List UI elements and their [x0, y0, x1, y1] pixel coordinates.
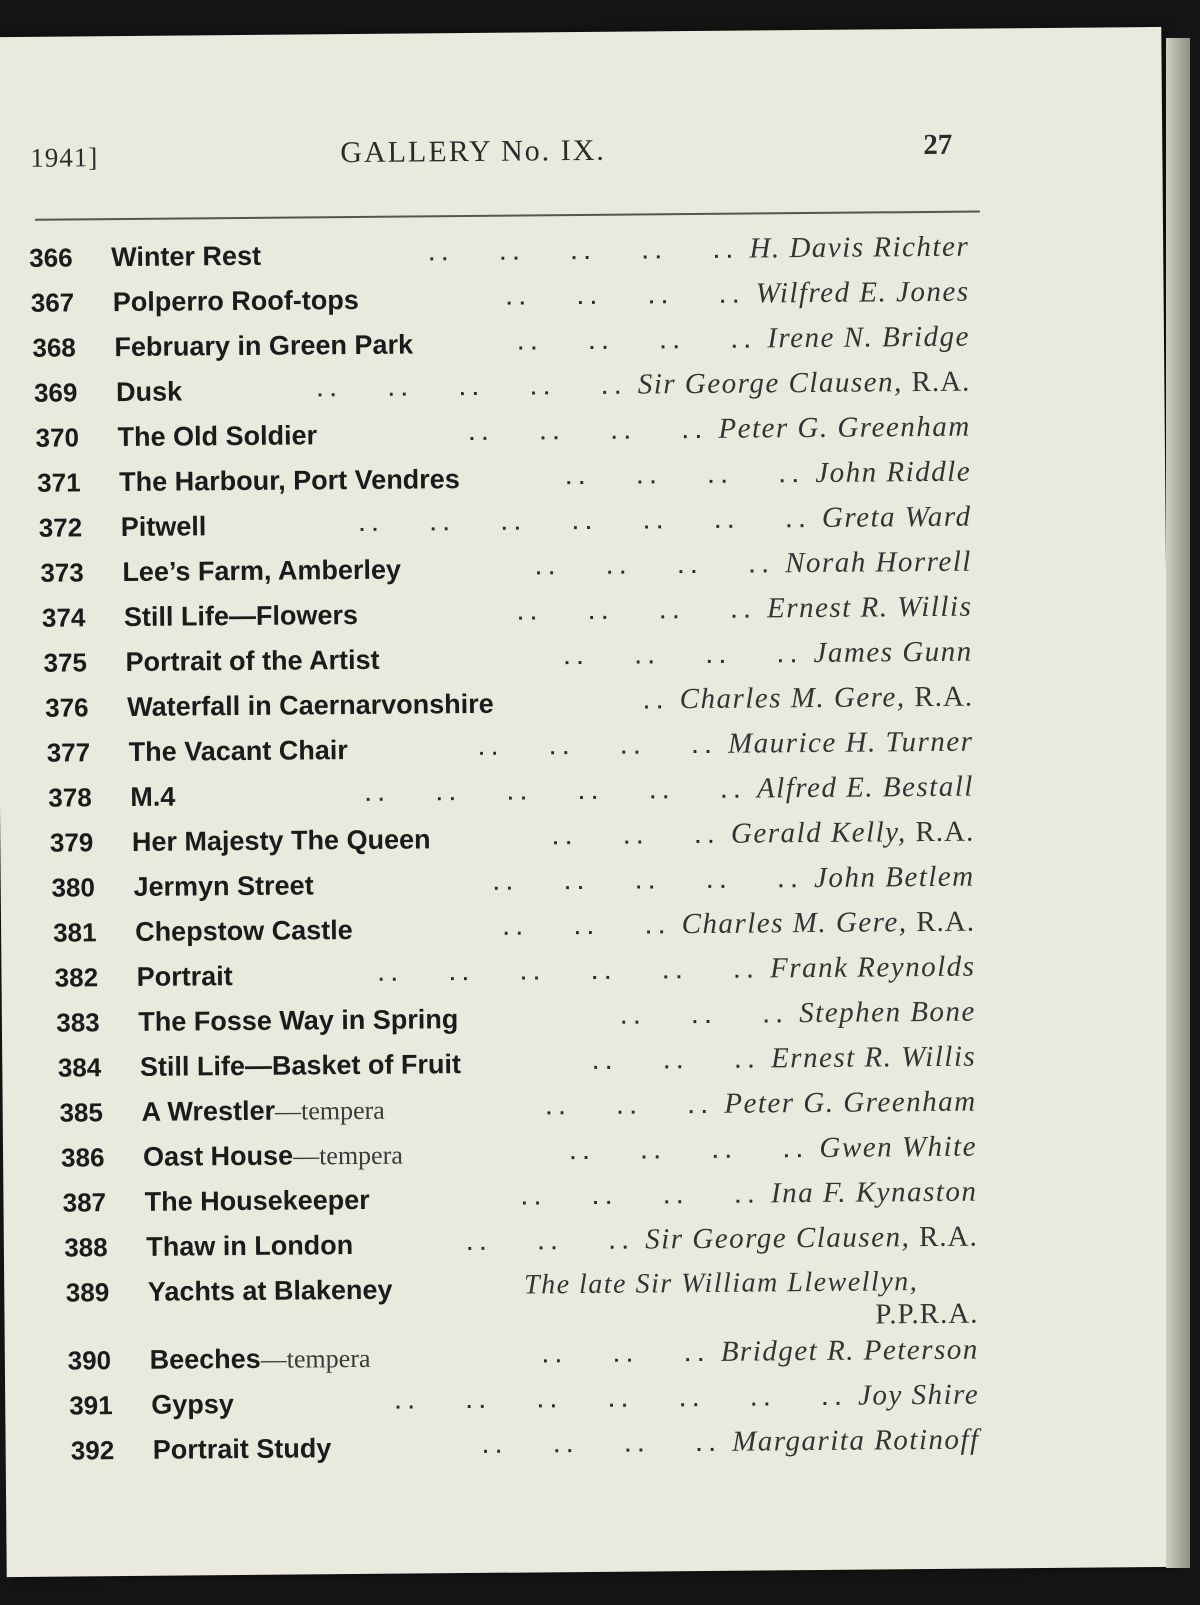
- entry-title-text: February in Green Park: [114, 329, 414, 363]
- entry-artist: [813, 636, 972, 670]
- entry-artist-name: John Riddle: [815, 455, 972, 489]
- entry-artist-name: Wilfred E. Jones: [755, 275, 970, 310]
- entry-artist-name: Charles M. Gere,: [681, 906, 908, 941]
- entry-title-text: Thaw in London: [146, 1230, 354, 1262]
- header-year: 1941]: [30, 142, 99, 173]
- entry-title: [125, 645, 379, 678]
- page-edge: [1166, 38, 1190, 1568]
- entry-title-text: A Wrestler: [141, 1095, 276, 1127]
- entry-artist: [749, 231, 969, 266]
- entry-medium: —tempera: [292, 1140, 403, 1171]
- entry-artist-name: Ina F. Kynaston: [770, 1175, 978, 1210]
- leader-dots: .. .. .. ..: [535, 557, 776, 579]
- entry-artist: [524, 1266, 918, 1301]
- entry-title: [135, 915, 353, 948]
- entry-title: [143, 1140, 403, 1173]
- entry-artist-name: The late Sir William Llewellyn,: [523, 1266, 919, 1301]
- leader-dots: .. .. .. .. .. ..: [364, 782, 748, 805]
- entry-title: [121, 511, 207, 543]
- leader-dots: .. .. ..: [542, 1345, 711, 1367]
- entry-artist: [814, 861, 975, 895]
- entry-artist: [771, 1041, 977, 1076]
- entry-artist-honours: R.A.: [915, 815, 975, 849]
- entry-artist: [638, 366, 971, 402]
- entry-title-text: The Vacant Chair: [128, 735, 348, 767]
- entry-number: 380: [51, 872, 96, 903]
- entry-title-text: Oast House: [142, 1140, 294, 1172]
- entry-title-text: Still Life—Flowers: [123, 599, 359, 633]
- entry-number: 385: [59, 1097, 104, 1128]
- entry-number: 375: [43, 647, 88, 678]
- entry-artist-name: H. Davis Richter: [749, 230, 970, 265]
- entry-title-text: Portrait: [136, 961, 233, 992]
- entry-artist: [767, 591, 973, 626]
- entry-artist-name: Sir George Clausen,: [637, 366, 903, 401]
- entry-title-text: Dusk: [115, 376, 183, 408]
- entry-title-text: Her Majesty The Queen: [131, 824, 431, 857]
- entry-title: [114, 329, 413, 363]
- entry-artist-name: Peter G. Greenham: [718, 410, 971, 445]
- entry-title: [145, 1185, 370, 1218]
- entry-artist-name: Gwen White: [819, 1130, 978, 1164]
- entry-title: [146, 1230, 353, 1263]
- leader-dots: .. .. .. ..: [478, 737, 719, 759]
- entry-medium: —tempera: [260, 1343, 371, 1374]
- entry-title: [119, 464, 460, 498]
- leader-dots: .. .. .. ..: [563, 647, 804, 669]
- entry-artist: [732, 1424, 980, 1459]
- entry-artist: [819, 1131, 977, 1165]
- entry-number: 386: [60, 1142, 105, 1173]
- entry-title-text: The Fosse Way in Spring: [138, 1004, 459, 1037]
- entry-title: [137, 961, 233, 993]
- entry-title: [133, 870, 313, 903]
- entry-title: [122, 555, 401, 588]
- entry-title: [129, 735, 348, 768]
- entry-artist: [645, 1221, 978, 1257]
- entry-artist: [756, 276, 970, 311]
- entry-title-text: Still Life—Basket of Fruit: [139, 1049, 462, 1082]
- entry-artist-name: Gerald Kelly,: [730, 816, 907, 850]
- entry-artist-name: James Gunn: [813, 635, 973, 669]
- entry-artist: [681, 906, 975, 942]
- entry-number: 382: [54, 962, 99, 993]
- entry-title: [141, 1095, 385, 1128]
- leader-dots: .. .. ..: [503, 918, 672, 939]
- leader-dots: .. .. ..: [552, 827, 722, 849]
- entry-artist: [785, 546, 972, 581]
- entry-title-text: Winter Rest: [111, 240, 262, 273]
- leader-dots: ..: [643, 693, 670, 713]
- entry-artist-name: Greta Ward: [821, 500, 972, 534]
- entry-artist: [728, 726, 974, 761]
- entry-title-text: Portrait of the Artist: [125, 644, 380, 677]
- entry-title: [117, 420, 317, 453]
- leader-dots: .. .. .. .. ..: [428, 242, 740, 265]
- entry-title-text: Polperro Roof-tops: [112, 284, 359, 318]
- entry-artist-name: Alfred E. Bestall: [756, 770, 975, 805]
- entry-artist: [858, 1379, 979, 1413]
- entry-artist-name: Ernest R. Willis: [766, 590, 973, 625]
- entry-title-text: The Old Soldier: [117, 420, 318, 453]
- catalogue-entry-list: [29, 230, 1010, 1476]
- entry-number: 381: [52, 917, 97, 948]
- header-title: GALLERY No. IX.: [340, 133, 607, 170]
- leader-dots: .. .. .. ..: [517, 602, 758, 624]
- entry-artist: [724, 1086, 977, 1121]
- entry-number: 379: [49, 827, 94, 858]
- entry-title-text: M.4: [130, 781, 176, 812]
- entry-title-text: Beeches: [149, 1343, 261, 1375]
- catalogue-entry: [69, 1378, 1009, 1431]
- entry-number: 387: [62, 1187, 107, 1218]
- entry-artist: [815, 456, 971, 490]
- entry-title-text: The Harbour, Port Vendres: [119, 464, 460, 498]
- entry-title-text: Gypsy: [151, 1389, 234, 1420]
- entry-number: 366: [29, 242, 73, 273]
- leader-dots: .. .. .. .. ..: [316, 378, 628, 401]
- entry-number: 389: [65, 1277, 110, 1308]
- entry-number: 374: [41, 602, 86, 633]
- entry-title-text: Waterfall in Caernarvonshire: [127, 688, 494, 722]
- entry-number: 373: [40, 557, 84, 588]
- entry-title-text: Chepstow Castle: [134, 915, 353, 947]
- entry-title: [111, 241, 261, 273]
- leader-dots: .. .. ..: [592, 1052, 762, 1073]
- entry-artist-name: Stephen Bone: [799, 995, 976, 1030]
- entry-title: [132, 824, 431, 858]
- entry-title: [124, 600, 358, 633]
- entry-artist-name: Sir George Clausen,: [645, 1221, 911, 1256]
- catalogue-entry: [66, 1265, 1009, 1341]
- entry-title-text: Portrait Study: [152, 1433, 332, 1465]
- leader-dots: .. .. .. ..: [482, 1435, 723, 1457]
- leader-dots: .. .. .. ..: [506, 287, 746, 309]
- entry-title: [138, 1004, 458, 1038]
- entry-number: 369: [33, 377, 78, 408]
- entry-number: 383: [56, 1007, 100, 1038]
- entry-artist-name: Frank Reynolds: [769, 950, 976, 985]
- entry-artist-honours: P.P.R.A.: [875, 1297, 979, 1331]
- entry-artist: [770, 951, 976, 986]
- entry-artist-name: Ernest R. Willis: [770, 1040, 977, 1075]
- leader-dots: .. .. .. ..: [569, 1142, 810, 1164]
- leader-dots: .. .. .. .. ..: [493, 872, 805, 894]
- entry-artist-name: Bridget R. Peterson: [720, 1333, 979, 1368]
- entry-number: 372: [38, 512, 83, 543]
- header-rule: [35, 211, 980, 221]
- entry-artist: [718, 411, 971, 446]
- entry-number: 376: [45, 692, 89, 723]
- entry-title-text: Lee’s Farm, Amberley: [122, 554, 402, 588]
- entry-artist-honours: R.A.: [918, 1220, 978, 1254]
- leader-dots: .. .. ..: [620, 1007, 790, 1028]
- entry-artist-honours: R.A.: [916, 905, 976, 939]
- entry-artist-honours: R.A.: [914, 680, 974, 714]
- leader-dots: .. .. .. .. .. ..: [378, 962, 761, 985]
- entry-number: 392: [70, 1435, 115, 1466]
- entry-title-text: Jermyn Street: [133, 870, 314, 902]
- leader-dots: .. .. .. ..: [521, 1187, 762, 1209]
- leader-dots: .. .. ..: [545, 1097, 715, 1119]
- entry-title: [116, 376, 182, 408]
- catalogue-entry: [71, 1423, 1010, 1476]
- entry-artist: [822, 501, 972, 535]
- entry-artist: [721, 1334, 979, 1369]
- entry-title: [153, 1433, 332, 1466]
- entry-artist-name: John Betlem: [813, 860, 975, 894]
- entry-artist: [767, 321, 970, 356]
- entry-artist: [757, 771, 974, 806]
- leader-dots: .. .. .. ..: [517, 332, 758, 354]
- entry-artist-honours: R.A.: [911, 365, 971, 399]
- entry-number: 384: [57, 1052, 102, 1083]
- entry-artist-name: Irene N. Bridge: [767, 320, 971, 355]
- entry-title: [151, 1389, 234, 1421]
- entry-title: [127, 689, 494, 723]
- entry-artist: [799, 996, 976, 1031]
- entry-number: 391: [69, 1390, 113, 1421]
- entry-number: 388: [64, 1232, 108, 1263]
- entry-artist-name: Charles M. Gere,: [679, 681, 906, 716]
- entry-number: 367: [30, 287, 75, 318]
- entry-number: 378: [48, 782, 92, 813]
- leader-dots: .. .. .. .. .. .. ..: [358, 512, 813, 535]
- entry-artist-name: Maurice H. Turner: [727, 725, 974, 760]
- entry-title-text: Yachts at Blakeney: [147, 1274, 393, 1307]
- running-head: [30, 129, 952, 177]
- leader-dots: .. .. .. .. .. .. ..: [394, 1389, 849, 1413]
- entry-artist: [731, 816, 975, 851]
- entry-number: 390: [67, 1345, 112, 1376]
- entry-number: 370: [35, 422, 80, 453]
- entry-number: 368: [32, 332, 76, 363]
- catalogue-entry: [67, 1333, 1009, 1386]
- entry-medium: —tempera: [274, 1095, 385, 1126]
- entry-artist-name: Joy Shire: [857, 1378, 980, 1412]
- entry-artist: [771, 1176, 978, 1211]
- entry-number: 377: [46, 737, 91, 768]
- entry-title: [148, 1275, 393, 1308]
- entry-number: 371: [37, 467, 81, 498]
- entry-artist-name: Norah Horrell: [784, 545, 973, 580]
- catalogue-page: [0, 27, 1175, 1577]
- entry-title: [140, 1049, 461, 1083]
- entry-title: [150, 1343, 371, 1376]
- leader-dots: .. .. .. ..: [565, 467, 806, 489]
- page-number: 27: [923, 128, 953, 162]
- entry-artist-name: Margarita Rotinoff: [731, 1423, 980, 1458]
- leader-dots: .. .. ..: [466, 1233, 636, 1255]
- leader-dots: .. .. .. ..: [468, 422, 709, 444]
- entry-title-text: Pitwell: [120, 511, 207, 543]
- entry-title-text: The Housekeeper: [144, 1184, 370, 1217]
- entry-artist: [680, 681, 974, 717]
- entry-artist-name: Peter G. Greenham: [724, 1085, 977, 1120]
- entry-title: [113, 285, 359, 318]
- entry-title: [130, 782, 175, 813]
